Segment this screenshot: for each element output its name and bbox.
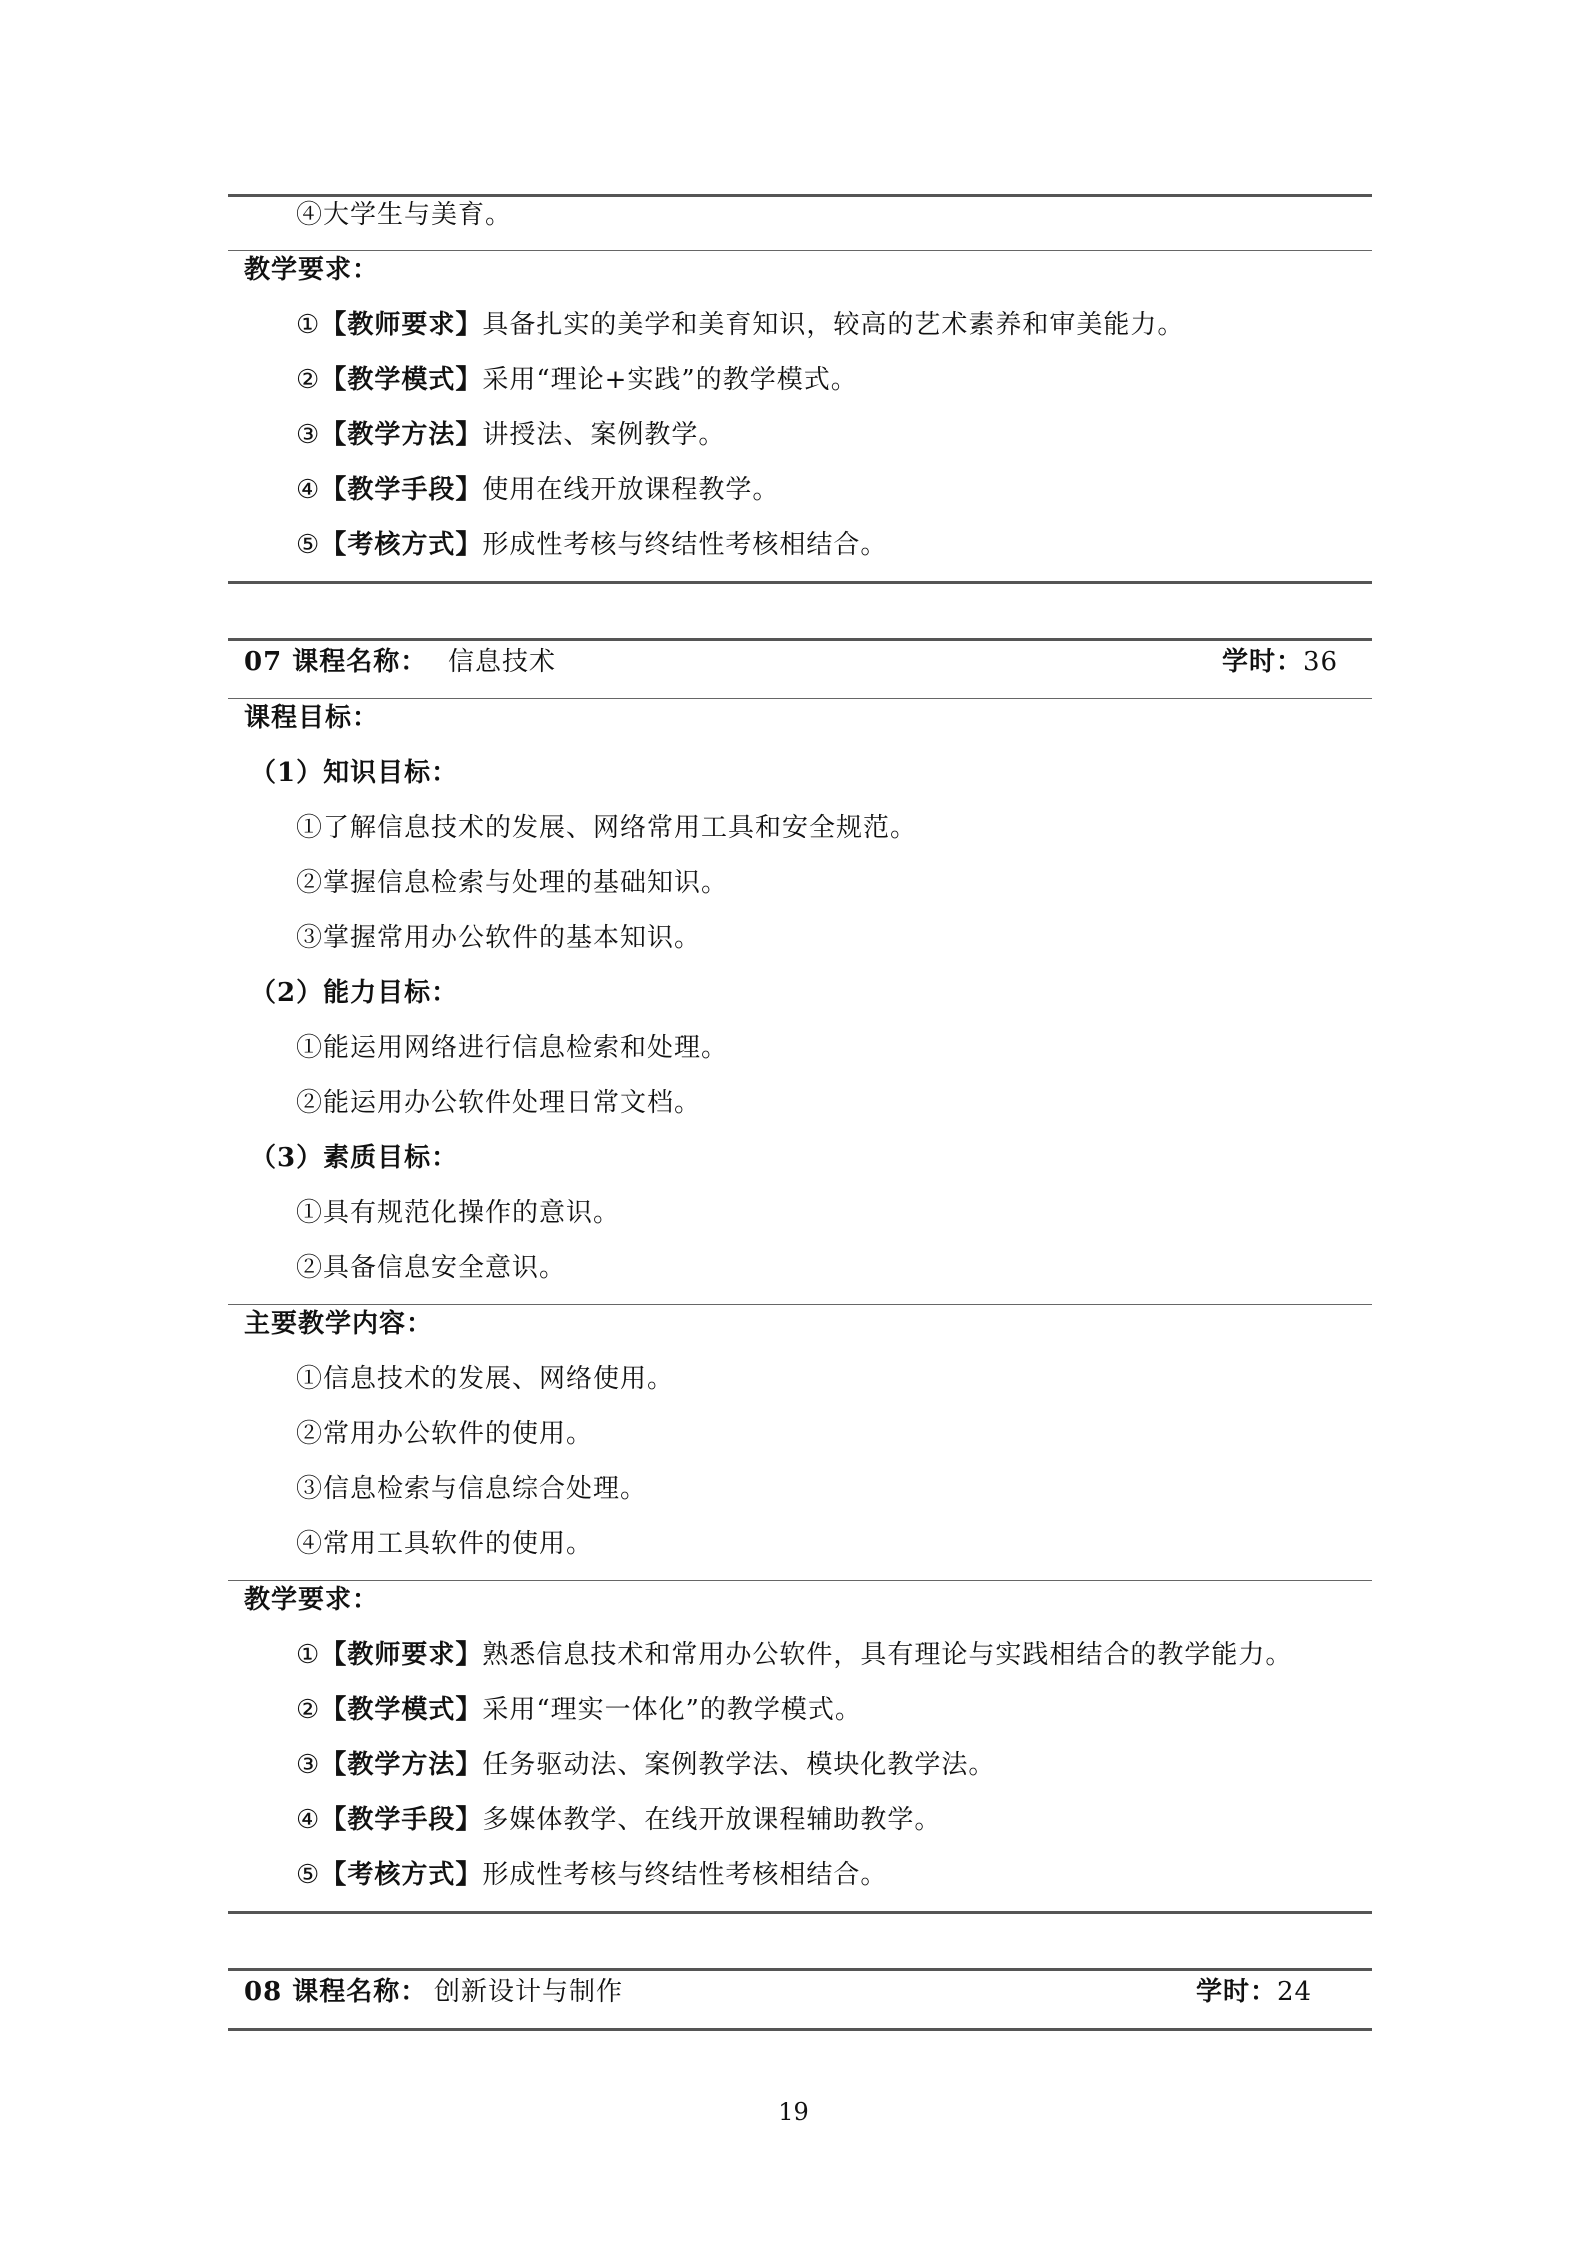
table-rule [228,1968,1372,1971]
requirement-item: ⑤【考核方式】形成性考核与终结性考核相结合。 [296,1860,888,1890]
knowledge-label: （1）知识目标： [250,758,459,788]
requirements-label: 教学要求： [244,255,380,285]
content-item: ②常用办公软件的使用。 [296,1419,594,1449]
requirement-item: ③【教学方法】任务驱动法、案例教学法、模块化教学法。 [296,1750,996,1780]
content-item: ④常用工具软件的使用。 [296,1529,594,1559]
table-rule [228,698,1372,699]
quality-label: （3）素质目标： [250,1143,459,1173]
table-rule [228,194,1372,197]
requirement-item: ②【教学模式】采用“理实一体化”的教学模式。 [296,1695,862,1725]
content-item: ①信息技术的发展、网络使用。 [296,1364,675,1394]
goal-item: ③掌握常用办公软件的基本知识。 [296,923,702,953]
course-hours: 学时：36 [1222,647,1339,677]
goal-item: ①能运用网络进行信息检索和处理。 [296,1033,729,1063]
course-header: 07 课程名称： [244,647,428,677]
requirements-label: 教学要求： [244,1585,380,1615]
course-header: 08 课程名称： [244,1977,428,2007]
goal-item: ①了解信息技术的发展、网络常用工具和安全规范。 [296,813,918,843]
course-hours: 学时：24 [1196,1977,1313,2007]
goal-item: ②具备信息安全意识。 [296,1253,567,1283]
page-number: 19 [778,2098,809,2126]
requirement-item: ③【教学方法】讲授法、案例教学。 [296,420,726,450]
table-rule [228,250,1372,251]
requirement-item: ④【教学手段】使用在线开放课程教学。 [296,475,780,505]
goal-item: ②能运用办公软件处理日常文档。 [296,1088,702,1118]
requirement-item: ④【教学手段】多媒体教学、在线开放课程辅助教学。 [296,1805,942,1835]
course-name: 创新设计与制作 [434,1977,624,2007]
table-rule [228,581,1372,584]
table-rule [228,1911,1372,1914]
requirement-item: ⑤【考核方式】形成性考核与终结性考核相结合。 [296,530,888,560]
course-name: 信息技术 [448,647,557,677]
ability-label: （2）能力目标： [250,978,459,1008]
requirement-item: ①【教师要求】具备扎实的美学和美育知识，较高的艺术素养和审美能力。 [296,310,1185,340]
goals-label: 课程目标： [244,703,380,733]
requirement-item: ①【教师要求】熟悉信息技术和常用办公软件，具有理论与实践相结合的教学能力。 [296,1640,1293,1670]
goal-item: ①具有规范化操作的意识。 [296,1198,621,1228]
table-rule [228,1580,1372,1581]
content-label: 主要教学内容： [244,1309,434,1339]
table-rule [228,1304,1372,1305]
table-rule [228,638,1372,641]
goal-item: ②掌握信息检索与处理的基础知识。 [296,868,729,898]
content-item: ③信息检索与信息综合处理。 [296,1474,648,1504]
table-rule [228,2028,1372,2031]
requirement-item: ②【教学模式】采用“理论+实践”的教学模式。 [296,365,858,395]
content-item: ④大学生与美育。 [296,200,513,230]
